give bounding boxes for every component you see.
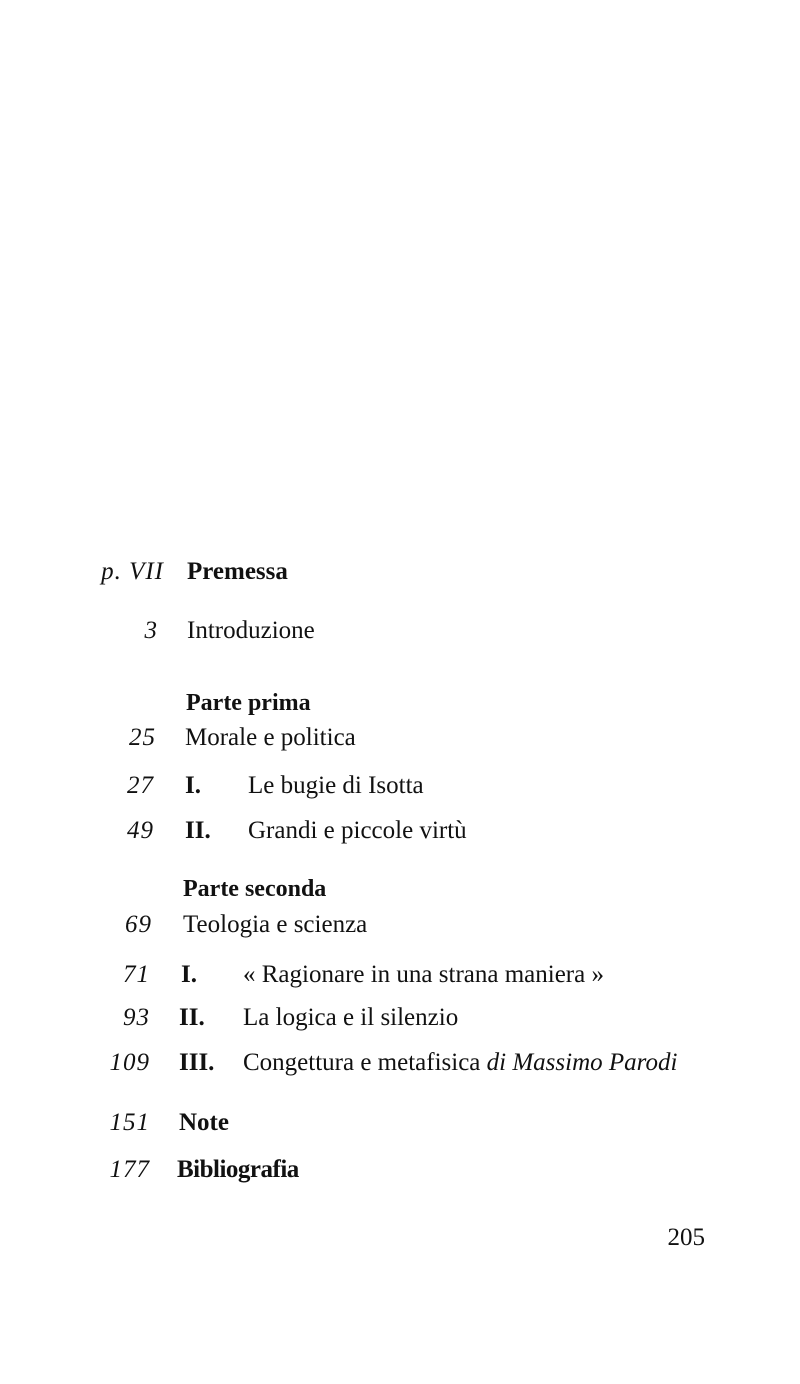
entry-title: Bibliografia (177, 1156, 299, 1183)
entry-title: La logica e il silenzio (243, 1004, 459, 1031)
toc-entry-section (0, 905, 800, 945)
page-ref: 93 (123, 1004, 150, 1031)
page-ref: 25 (129, 724, 156, 751)
entry-title: Congettura e metafisica (243, 1049, 481, 1076)
toc-entry-note (0, 1103, 800, 1143)
entry-title: Introduzione (187, 617, 315, 644)
page-ref: 109 (109, 1049, 150, 1076)
toc-entry-bibliografia (0, 1150, 800, 1190)
entry-title: Le bugie di Isotta (248, 772, 424, 799)
entry-author: di Massimo Parodi (486, 1049, 678, 1076)
toc-entry-premessa (0, 552, 800, 592)
chapter-number: III. (179, 1049, 215, 1076)
entry-title: Premessa (187, 558, 288, 585)
entry-title: Grandi e piccole virtù (248, 817, 467, 844)
toc-entry-chapter (0, 811, 800, 851)
page-number: 205 (667, 1224, 705, 1251)
entry-title-with-author (243, 1043, 677, 1083)
part-heading-seconda: Parte seconda (183, 876, 327, 902)
page-ref: p. VII (101, 558, 164, 585)
page-ref: 3 (144, 617, 158, 644)
chapter-number: II. (179, 1004, 205, 1031)
part-heading-prima: Parte prima (186, 690, 311, 716)
toc-entry-section (0, 718, 800, 758)
page-ref: 69 (125, 911, 152, 938)
chapter-number: II. (185, 817, 211, 844)
page-ref: 177 (109, 1156, 150, 1183)
entry-title: « Ragionare in una strana maniera » (243, 961, 604, 988)
toc-entry-chapter (0, 766, 800, 806)
page-ref: 151 (109, 1109, 150, 1136)
entry-title: Teologia e scienza (183, 911, 368, 938)
entry-title: Note (179, 1109, 229, 1136)
toc-entry-introduzione (0, 611, 800, 651)
toc-entry-chapter (0, 1043, 800, 1083)
chapter-number: I. (185, 772, 201, 799)
entry-title: Morale e politica (185, 724, 356, 751)
page-ref: 49 (127, 817, 154, 844)
toc-entry-chapter (0, 955, 800, 995)
toc-entry-chapter (0, 998, 800, 1038)
page-ref: 71 (123, 961, 150, 988)
page-ref: 27 (127, 772, 154, 799)
chapter-number: I. (181, 961, 197, 988)
